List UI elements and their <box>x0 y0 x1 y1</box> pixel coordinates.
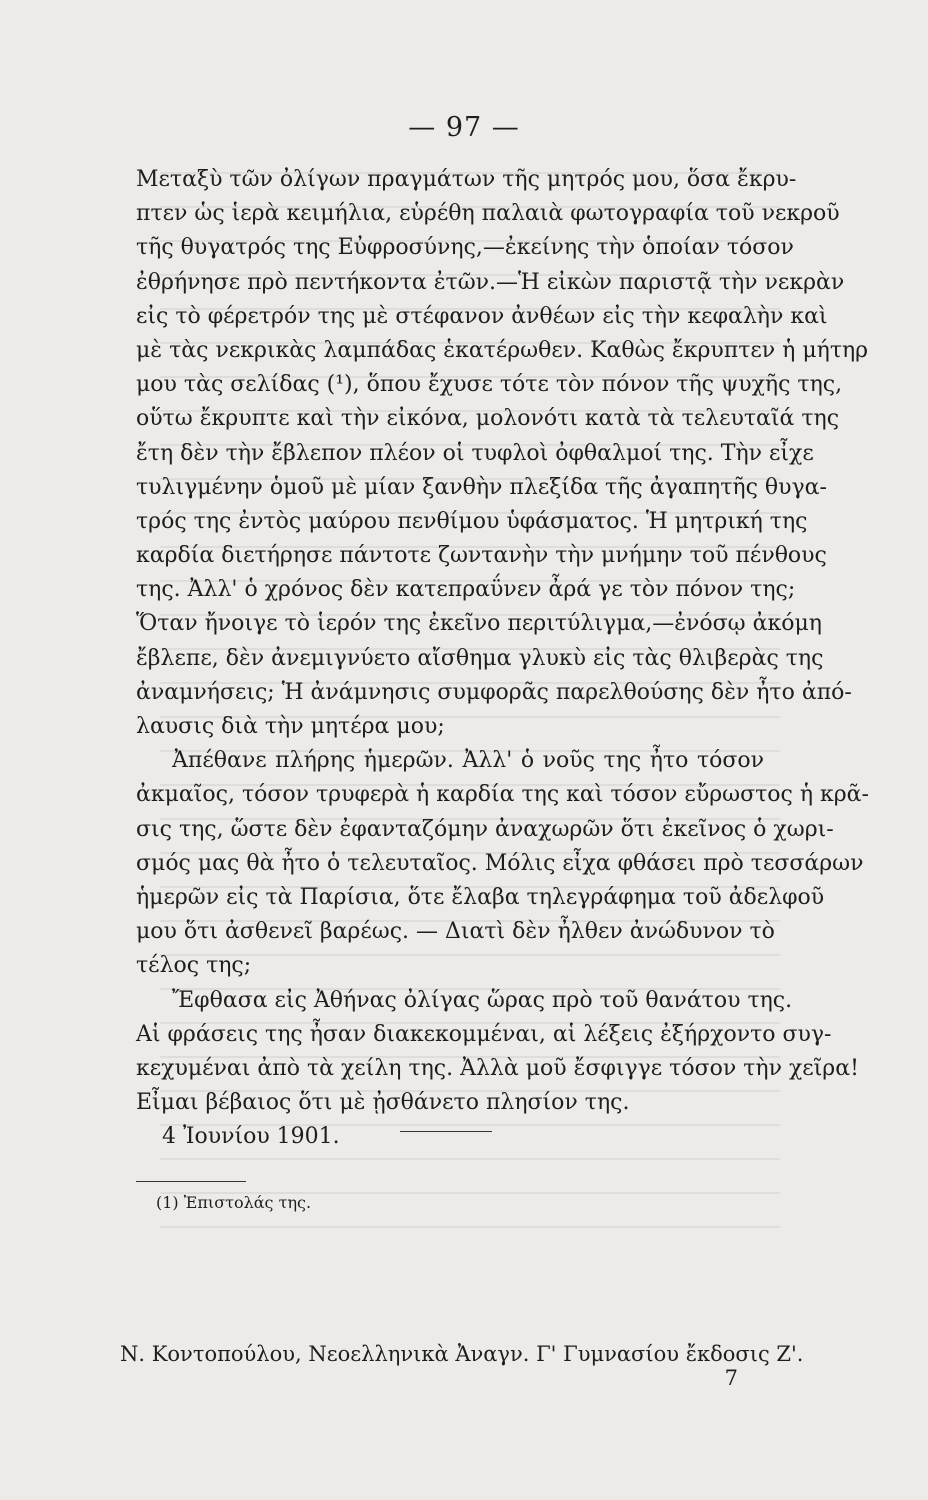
page-number: — 97 — <box>408 112 520 143</box>
paragraphs <box>136 163 869 1120</box>
text-line: ἔτη δὲν τὴν ἔβλεπον πλέον οἱ τυφλοὶ ὀφθαλμοί της. Τὴν εἶχε <box>136 440 814 466</box>
footnote-rule <box>136 1181 246 1182</box>
text-line: τῆς θυγατρός της Εὐφροσύνης,—ἐκείνης τὴν ὁποίαν τόσον <box>136 235 794 261</box>
text-line: της. Ἀλλ' ὁ χρόνος δὲν κατεπραΰνεν ἆρά γε τὸν πόνον της; <box>136 577 796 603</box>
text-line: ἀκμαῖος, τόσον τρυφερὰ ἡ καρδία της καὶ τόσον εὔρωστος ἡ κρᾶ- <box>136 782 869 808</box>
signature-text: Ν. Κοντοπούλου, Νεοελληνικὰ Ἀναγν. Γ' Γυμνασίου ἔκδοσις Ζ'. <box>120 1342 804 1366</box>
paragraph <box>136 744 869 983</box>
text-line: σμός μας θὰ ἦτο ὁ τελευταῖος. Μόλις εἶχα φθάσει πρὸ τεσσάρων <box>136 850 864 876</box>
text-line: ἐθρήνησε πρὸ πεντήκοντα ἐτῶν.—Ἡ εἰκὼν παριστᾷ τὴν νεκρὰν <box>136 269 845 295</box>
sheet-number: 7 <box>724 1366 738 1390</box>
text-line: ἡμερῶν εἰς τὰ Παρίσια, ὅτε ἔλαβα τηλεγράφημα τοῦ ἀδελφοῦ <box>136 884 825 910</box>
letter-date: 4 Ἰουνίου 1901. <box>162 1124 340 1150</box>
text-line: καρδία διετήρησε πάντοτε ζωντανὴν τὴν μνήμην τοῦ πένθους <box>136 543 827 569</box>
text-line: Ἀπέθανε πλήρης ἡμερῶν. Ἀλλ' ὁ νοῦς της ἦτο τόσον <box>172 748 764 774</box>
text-line: εἰς τὸ φέρετρόν της μὲ στέφανον ἀνθέων εἰς τὴν κεφαλὴν καὶ <box>136 303 828 329</box>
text-line: σις της, ὥστε δὲν ἐφανταζόμην ἀναχωρῶν ὅτι ἐκεῖνος ὁ χωρι- <box>136 816 834 842</box>
paragraph <box>136 984 859 1121</box>
text-line: μου ὅτι ἀσθενεῖ βαρέως. — Διατὶ δὲν ἦλθεν ἀνώδυνον τὸ <box>136 919 775 945</box>
text-line: λαυσις διὰ τὴν μητέρα μου; <box>136 714 445 739</box>
text-line: μὲ τὰς νεκρικὰς λαμπάδας ἑκατέρωθεν. Καθὼς ἔκρυπτεν ἡ μήτηρ <box>136 337 869 363</box>
text-line: Αἱ φράσεις της ἦσαν διακεκομμέναι, αἱ λέξεις ἐξήρχοντο συγ- <box>136 1021 832 1047</box>
printer-signature <box>120 1342 804 1390</box>
text-line: Μεταξὺ τῶν ὀλίγων πραγμάτων τῆς μητρός μου, ὅσα ἔκρυ- <box>136 167 797 192</box>
text-line: ἔβλεπε, δὲν ἀνεμιγνύετο αἴσθημα γλυκὺ εἰς τὰς θλιβερὰς της <box>136 645 824 671</box>
section-separator <box>400 1131 492 1132</box>
text-line: μου τὰς σελίδας (¹), ὅπου ἔχυσε τότε τὸν πόνον τῆς ψυχῆς της, <box>136 372 843 398</box>
body-text <box>136 163 869 1154</box>
text-line: Ἔφθασα εἰς Ἀθήνας ὀλίγας ὥρας πρὸ τοῦ θανάτου της. <box>172 987 793 1013</box>
text-line: Ὅταν ἤνοιγε τὸ ἱερόν της ἐκεῖνο περιτύλιγμα,—ἐνόσῳ ἀκόμη <box>136 611 822 637</box>
text-line: οὕτω ἔκρυπτε καὶ τὴν εἰκόνα, μολονότι κατὰ τὰ τελευταῖά της <box>136 406 840 432</box>
text-line: τέλος της; <box>136 953 252 979</box>
text-line: ἀναμνήσεις; Ἡ ἀνάμνησις συμφορᾶς παρελθούσης δὲν ἦτο ἀπό- <box>136 679 852 705</box>
text-line: πτεν ὡς ἱερὰ κειμήλια, εὑρέθη παλαιὰ φωτογραφία τοῦ νεκροῦ <box>136 201 840 227</box>
footnote: (1) Ἐπιστολάς της. <box>156 1193 312 1212</box>
text-line: Εἶμαι βέβαιος ὅτι μὲ ᾐσθάνετο πλησίον της. <box>136 1090 630 1116</box>
text-line: τρός της ἐντὸς μαύρου πενθίμου ὑφάσματος. Ἡ μητρική της <box>136 508 808 534</box>
text-line: κεχυμέναι ἀπὸ τὰ χείλη της. Ἀλλὰ μοῦ ἔσφιγγε τόσον τὴν χεῖρα! <box>136 1055 859 1081</box>
paragraph <box>136 163 869 744</box>
text-line: τυλιγμένην ὁμοῦ μὲ μίαν ξανθὴν πλεξίδα τῆς ἀγαπητῆς θυγα- <box>136 474 827 500</box>
